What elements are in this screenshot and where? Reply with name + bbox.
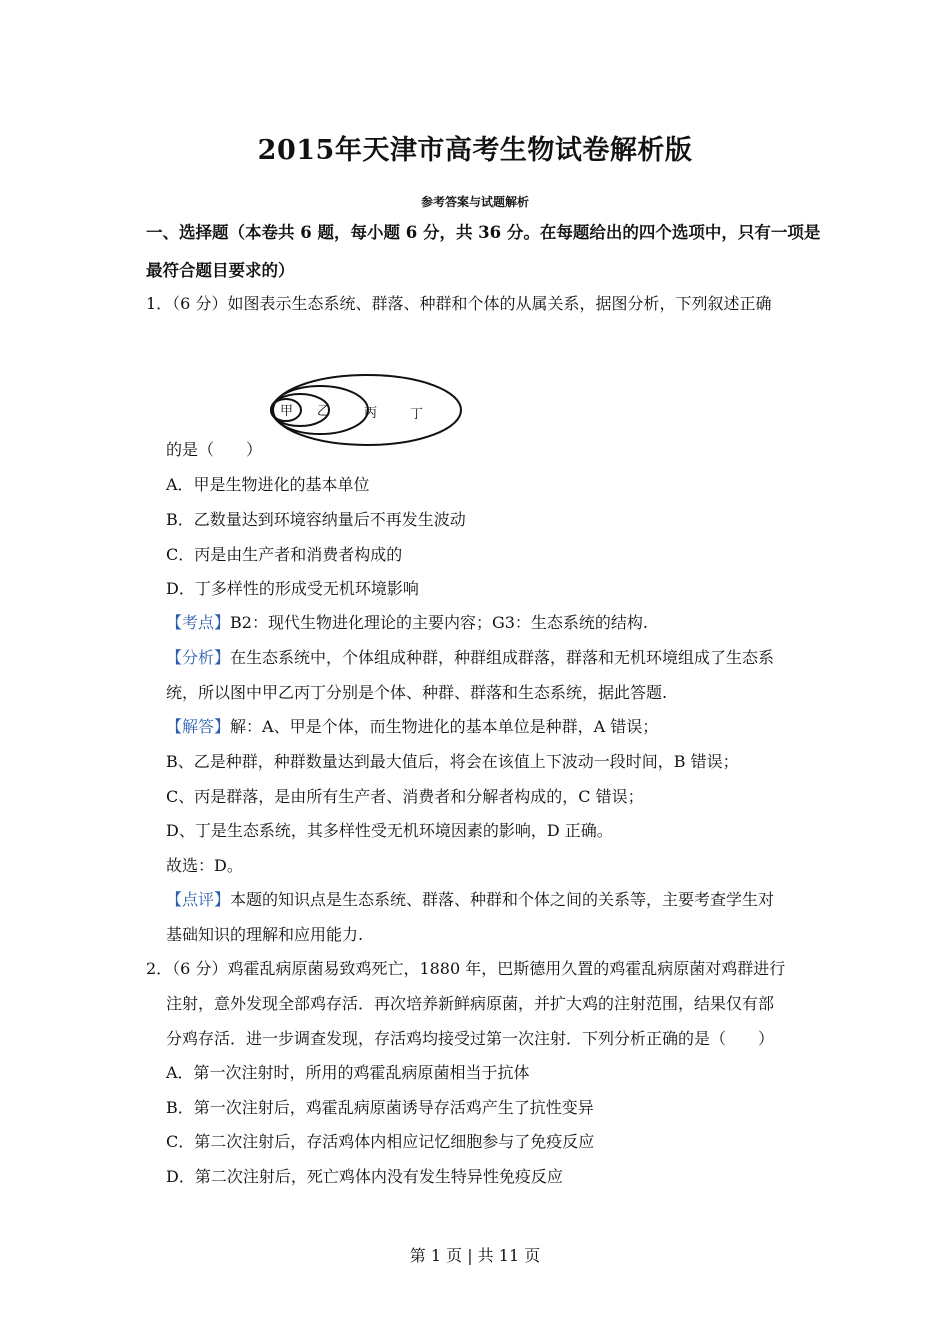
q1-nested-ellipses-figure xyxy=(262,370,462,450)
fenxi-text-1: 在生态系统中，个体组成种群，种群组成群落，群落和无机环境组成了生态系 xyxy=(230,648,775,667)
q1-fenxi-cont: 统，所以图中甲乙丙丁分别是个体、种群、群落和生态系统，据此答题. xyxy=(166,683,668,702)
q2-option-a: A．第一次注射时，所用的鸡霍乱病原菌相当于抗体 xyxy=(166,1063,530,1082)
q2-stem-line2: 注射，意外发现全部鸡存活．再次培养新鲜病原菌，并扩大鸡的注射范围，结果仅有部 xyxy=(166,994,775,1013)
q2-stem-line3: 分鸡存活．进一步调查发现，存活鸡均接受过第一次注射．下列分析正确的是（ ） xyxy=(166,1029,775,1048)
q1-fenxi xyxy=(166,647,774,669)
jieda-text-1: 解：A、甲是个体，而生物进化的基本单位是种群，A 错误； xyxy=(230,717,659,736)
q1-dianping xyxy=(166,889,774,911)
q1-option-d: D．丁多样性的形成受无机环境影响 xyxy=(166,579,419,598)
q1-jieda xyxy=(166,716,658,738)
dianping-tag: 【点评】 xyxy=(166,890,231,909)
page-subtitle: 参考答案与试题解析 xyxy=(420,195,529,209)
q2-stem-line1: 2．（6 分）鸡霍乱病原菌易致鸡死亡，1880 年，巴斯德用久置的鸡霍乱病原菌对鸡群进行 xyxy=(146,959,786,978)
q1-answer: 故选：D。 xyxy=(166,856,243,875)
section-heading-line1: 一、选择题（本卷共 6 题，每小题 6 分，共 36 分。在每题给出的四个选项中，只有一项是 xyxy=(146,223,821,242)
q2-option-b: B．第一次注射后，鸡霍乱病原菌诱导存活鸡产生了抗性变异 xyxy=(166,1098,594,1117)
q2-option-c: C．第二次注射后，存活鸡体内相应记忆细胞参与了免疫反应 xyxy=(166,1132,595,1151)
dianping-text-1: 本题的知识点是生态系统、群落、种群和个体之间的关系等，主要考查学生对 xyxy=(230,890,775,909)
q1-stem-end: 的是（ ） xyxy=(166,440,263,459)
label-ding: 丁 xyxy=(410,407,424,422)
fenxi-tag: 【分析】 xyxy=(166,648,231,667)
kaodian-tag: 【考点】 xyxy=(166,613,231,632)
label-yi: 乙 xyxy=(317,404,331,419)
q1-option-a: A．甲是生物进化的基本单位 xyxy=(166,475,370,494)
label-bing: 丙 xyxy=(364,406,378,421)
jieda-tag: 【解答】 xyxy=(166,717,231,736)
section-heading-line2: 最符合题目要求的） xyxy=(146,261,295,280)
label-jia: 甲 xyxy=(280,404,294,419)
q1-option-b: B．乙数量达到环境容纳量后不再发生波动 xyxy=(166,510,466,529)
kaodian-text: B2：现代生物进化理论的主要内容；G3：生态系统的结构. xyxy=(230,613,649,632)
q1-dianping-cont: 基础知识的理解和应用能力. xyxy=(166,925,364,944)
page-footer: 第 1 页 | 共 11 页 xyxy=(409,1246,541,1265)
page-title: 2015年天津市高考生物试卷解析版 xyxy=(257,135,693,166)
q1-jieda-d: D、丁是生态系统，其多样性受无机环境因素的影响，D 正确。 xyxy=(166,821,613,840)
q1-stem: 1．（6 分）如图表示生态系统、群落、种群和个体的从属关系，据图分析，下列叙述正确 xyxy=(146,294,772,313)
q1-jieda-b: B、乙是种群，种群数量达到最大值后，将会在该值上下波动一段时间，B 错误； xyxy=(166,752,739,771)
q1-jieda-c: C、丙是群落，是由所有生产者、消费者和分解者构成的，C 错误； xyxy=(166,787,644,806)
q2-option-d: D．第二次注射后，死亡鸡体内没有发生特异性免疫反应 xyxy=(166,1167,563,1186)
q1-kaodian xyxy=(166,612,648,634)
q1-option-c: C．丙是由生产者和消费者构成的 xyxy=(166,545,403,564)
